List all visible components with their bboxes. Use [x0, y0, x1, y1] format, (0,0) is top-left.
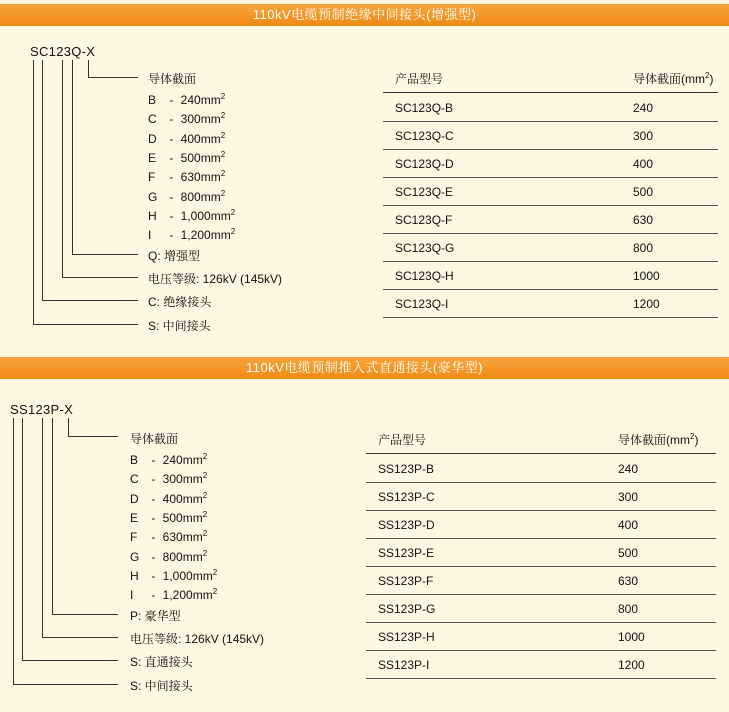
table-row [366, 594, 716, 623]
cell-section: 500 [618, 546, 639, 560]
cell-model: SC123Q-B [395, 101, 454, 115]
cell-section: 300 [633, 129, 654, 143]
field-conductor-label: 导体截面 [148, 72, 197, 86]
cell-section: 1000 [618, 630, 645, 644]
conductor-option: F - $630mm^2$ [148, 169, 226, 185]
conductor-option: B - $240mm^2$ [148, 92, 226, 107]
cell-section: 400 [618, 518, 639, 532]
conductor-option: B - $240mm^2$ [130, 452, 208, 467]
cell-section: 400 [633, 157, 654, 171]
field-voltage-label: 电压等级: 126kV (145kV) [148, 272, 283, 286]
table-row [366, 566, 716, 595]
cell-model: SS123P-H [378, 630, 435, 644]
cell-section: 800 [618, 602, 639, 616]
conductor-option: E - $500mm^2$ [130, 509, 208, 525]
cell-model: SS123P-F [378, 574, 434, 588]
cell-section: 500 [633, 185, 654, 199]
table-row [366, 510, 716, 539]
cell-model: SC123Q-D [395, 157, 454, 171]
table-row [366, 538, 716, 567]
cell-model: SC123Q-E [395, 185, 454, 199]
cell-model: SC123Q-H [395, 269, 454, 283]
conductor-option: G - $800mm^2$ [130, 548, 208, 564]
header-section: 导体截面$(mm^2)$ [633, 71, 714, 86]
cell-model: SC123Q-C [395, 129, 454, 143]
conductor-option: I - $1,200mm^2$ [130, 587, 218, 603]
field-joint-label: S: 中间接头 [130, 679, 193, 693]
table-row [366, 622, 716, 651]
field-insulation-label: S: 直通接头 [130, 655, 193, 669]
cell-section: 1000 [633, 269, 660, 283]
cell-model: SC123Q-F [395, 213, 453, 227]
table-header [366, 425, 716, 454]
field-type-label: Q: 增强型 [148, 249, 201, 263]
cell-model: SC123Q-G [395, 241, 455, 255]
field-type-label: P: 豪华型 [130, 609, 181, 623]
field-insulation-label: C: 绝缘接头 [148, 295, 212, 309]
cell-model: SS123P-E [378, 546, 435, 560]
cell-model: SS123P-B [378, 462, 435, 476]
cell-section: 300 [618, 490, 639, 504]
header-model: 产品型号 [395, 72, 444, 86]
cell-model: SC123Q-I [395, 297, 449, 311]
header-section: 导体截面$(mm^2)$ [618, 432, 699, 447]
conductor-option: G - $800mm^2$ [148, 188, 226, 204]
cell-section: 1200 [633, 297, 660, 311]
field-conductor-label: 导体截面 [130, 432, 179, 446]
conductor-option: F - $630mm^2$ [130, 529, 208, 545]
cell-section: 240 [633, 101, 654, 115]
model-code: SC123Q-X [30, 44, 96, 59]
header-model: 产品型号 [378, 433, 427, 447]
cell-section: 800 [633, 241, 654, 255]
cell-section: 630 [618, 574, 639, 588]
conductor-option: H - $1,000mm^2$ [148, 207, 236, 223]
conductor-option: D - $400mm^2$ [130, 490, 208, 506]
conductor-option: H - $1,000mm^2$ [130, 567, 218, 583]
model-code: SS123P-X [10, 402, 74, 417]
conductor-option: D - $400mm^2$ [148, 130, 226, 146]
cell-section: 1200 [618, 658, 645, 672]
cell-model: SS123P-C [378, 490, 435, 504]
cell-model: SS123P-I [378, 658, 430, 672]
cell-section: 630 [633, 213, 654, 227]
conductor-option: E - $500mm^2$ [148, 149, 226, 165]
field-voltage-label: 电压等级: 126kV (145kV) [130, 632, 265, 646]
cell-model: SS123P-G [378, 602, 436, 616]
field-joint-label: S: 中间接头 [148, 319, 211, 333]
conductor-option: I - $1,200mm^2$ [148, 227, 236, 243]
section-banner: 110kV电缆预制推入式直通接头(豪华型) [0, 357, 729, 379]
table-row [366, 482, 716, 511]
cell-section: 240 [618, 462, 639, 476]
section-banner: 110kV电缆预制绝缘中间接头(增强型) [0, 4, 729, 26]
cell-model: SS123P-D [378, 518, 435, 532]
conductor-option: C - $300mm^2$ [148, 111, 226, 127]
table-row [366, 650, 716, 679]
table-row [366, 454, 716, 483]
conductor-option: C - $300mm^2$ [130, 471, 208, 487]
